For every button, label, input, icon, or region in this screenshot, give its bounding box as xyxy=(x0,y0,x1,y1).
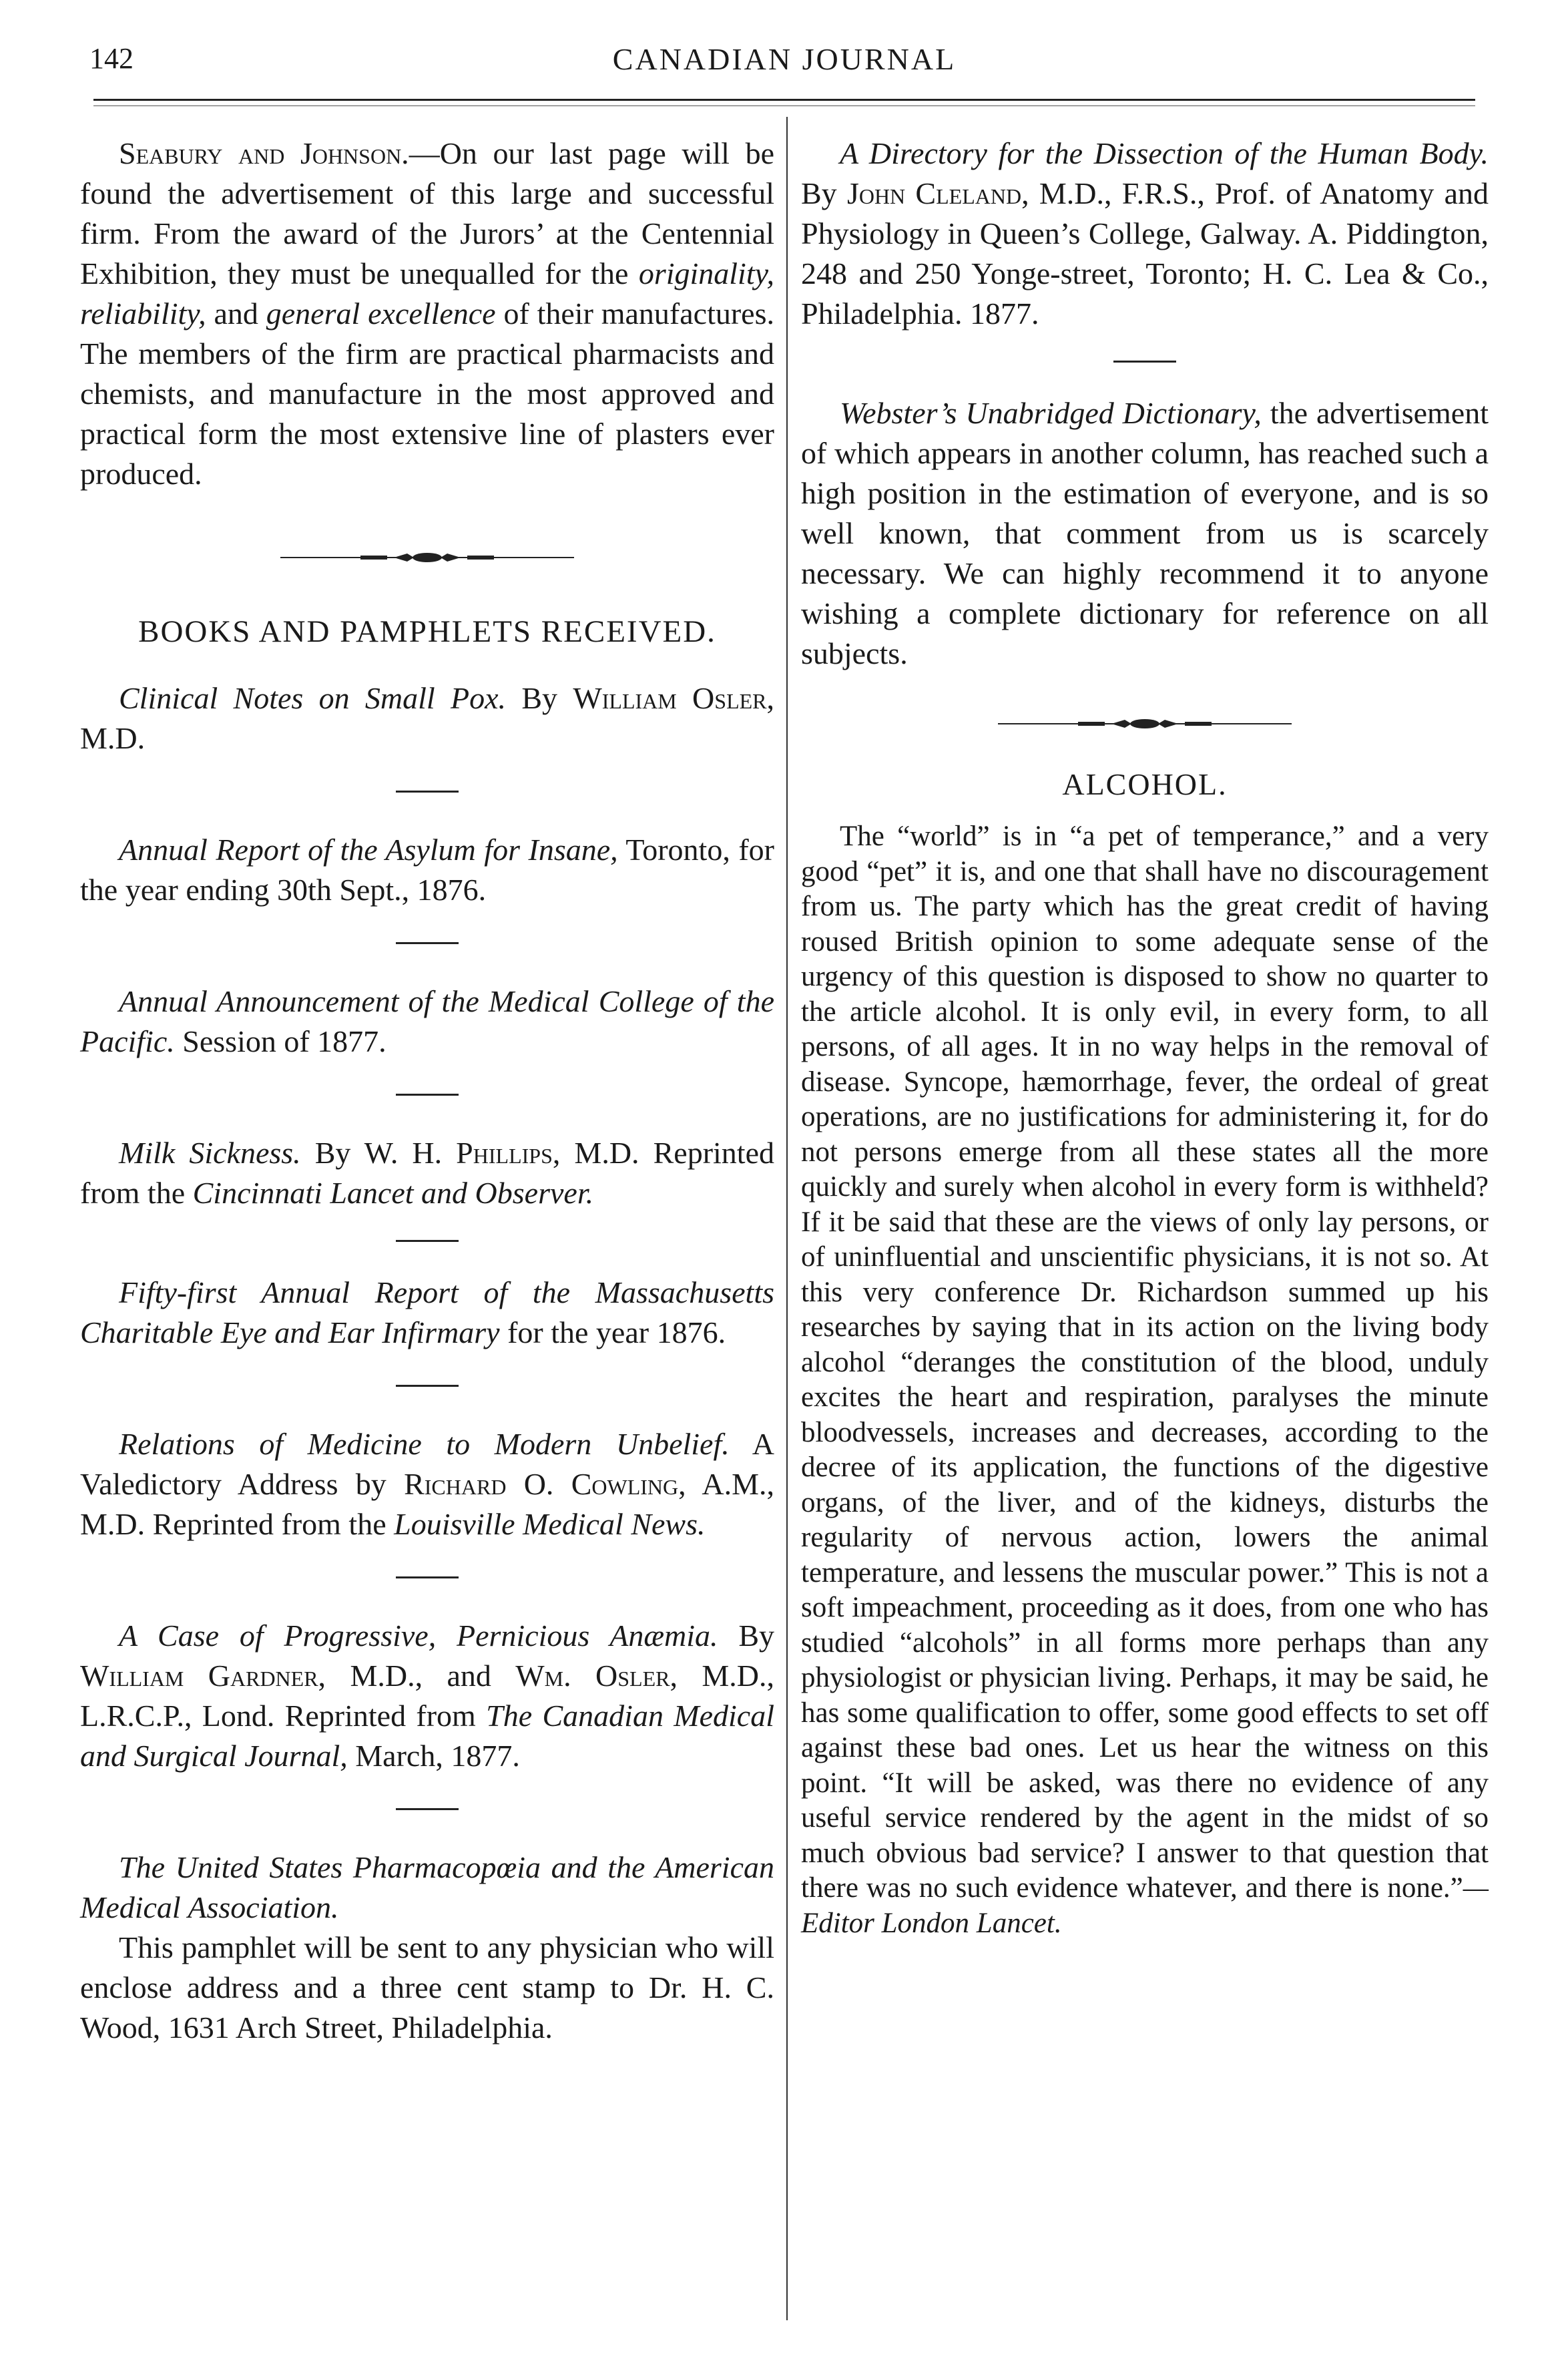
entry-title: Annual Report of the Asylum for Insane, xyxy=(119,833,618,867)
entry-title: The United States Pharmacopœia and the American Medical Association. xyxy=(80,1850,774,1924)
entry-massachusetts-report xyxy=(80,1273,774,1353)
entry-title: Milk Sickness. xyxy=(119,1136,301,1170)
entry-title: A Directory for the Dissection of the Human Body. xyxy=(840,136,1489,170)
short-rule xyxy=(396,1094,459,1096)
seabury-text-2: and xyxy=(206,296,266,331)
entry-medical-college xyxy=(80,982,774,1062)
entry-milk-sickness xyxy=(80,1133,774,1213)
seabury-em-2: general excellence xyxy=(266,296,496,331)
entry-author: William Gardner, xyxy=(80,1659,326,1693)
ornament-icon xyxy=(998,717,1292,730)
journal-title: CANADIAN JOURNAL xyxy=(612,42,957,76)
entry-rest: M.D., F.R.S., Prof. of Anatomy and Physiology in Queen’s College, Galway. A. Piddington, 248 and 250 Yonge-street, Toronto; H. C. Lea & Co., Philadelphia. 1877. xyxy=(801,176,1489,331)
seabury-text-3: of their manufactures. The members of the firm are practical pharmacists and chemists, and manufacture in the most approved and practical form the most extensive line of plasters ever produced. xyxy=(80,296,774,491)
seabury-text-1: —On our last page will be found the advertisement of this large and successful firm. From the award of the Jurors’ at the Centennial Exhibition, they must be unequalled for the xyxy=(80,136,774,290)
entry-by: By xyxy=(718,1619,774,1653)
ornament-divider-right xyxy=(801,700,1489,740)
ornament-divider-left xyxy=(80,534,774,574)
books-heading: BOOKS AND PAMPHLETS RECEIVED. xyxy=(138,614,716,649)
entry-title: Relations of Medicine to Modern Unbelief. xyxy=(119,1427,730,1461)
entry-author-2: Wm. Osler, xyxy=(515,1659,678,1693)
entry-rest: for the year 1876. xyxy=(499,1315,726,1349)
entry-by: By xyxy=(801,176,847,210)
entry-author: Richard O. Cowling, xyxy=(404,1467,686,1501)
entry-source: Louisville Medical News. xyxy=(394,1507,706,1541)
short-rule xyxy=(396,791,459,793)
short-rule xyxy=(396,1240,459,1242)
short-rule xyxy=(396,1576,459,1578)
entry-rest-2: M.D., L.R.C.P., Lond. Reprinted from xyxy=(80,1659,774,1733)
page-number: 142 xyxy=(89,42,134,75)
entry-author: William Osler, xyxy=(573,681,775,715)
entry-rest: A.M., M.D. Reprinted from the xyxy=(80,1467,774,1541)
entry-title: Clinical Notes on Small Pox. xyxy=(119,681,507,715)
entry-by: By xyxy=(506,681,573,715)
short-rule xyxy=(1113,361,1176,363)
entry-title: A Case of Progressive, Pernicious Anæmia. xyxy=(119,1619,718,1653)
entry-rest-3: March, 1877. xyxy=(347,1739,520,1773)
entry-webster xyxy=(801,393,1489,674)
entry-dissection-directory xyxy=(801,134,1489,334)
entry-pharmacopoeia-body: This pamphlet will be sent to any physician who will enclose address and a three cent stamp to Dr. H. C. Wood, 1631 Arch Street, Philadelphia. xyxy=(80,1930,774,2045)
entry-by: A Valedictory Address by xyxy=(80,1427,775,1501)
entry-author: Phillips, xyxy=(456,1136,561,1170)
entry-rest: M.D. xyxy=(80,721,146,755)
header-rule xyxy=(93,99,1475,101)
header-rule-thin xyxy=(93,105,1475,106)
left-column xyxy=(80,134,774,2048)
entry-small-pox xyxy=(80,678,774,759)
alcohol-body: The “world” is in “a pet of temperance,” and a very good “pet” it is, and one that shall have no discouragement from us. The party which has the great credit of having roused British opinion to some adequate sense of the urgency of this question is disposed to show no quarter to the article alcohol. It is only evil, in every form, to all persons, of all ages. It in no way helps in the removal of disease. Syncope, hæmorrhage, fever, the ordeal of great operations, are no justifications for administering it, for do not persons emerge from all these states all the more quickly and surely when alcohol in every form is withheld? If it be said that these are the views of only lay persons, or of uninfluential and unscientific physicians, it is not so. At this very conference Dr. Richardson summed up his researches by saying that in its action on the living body alcohol “deranges the constitution of the blood, unduly excites the heart and respiration, paralyses the minute bloodvessels, increases and decreases, according to the decree of its application, the functions of the digestive organs, of the liver, and of the kidneys, disturbs the regularity of nervous action, lowers the animal temperature, and lessens the muscular power.” This is not a soft impeachment, proceeding as it does, from one who has studied “alcohols” in all forms more perhaps than any physiologist or physician living. Perhaps, it may be said, he has some qualification to offer, some good effects to set off against these bad ones. Let us hear the witness on this point. “It will be asked, was there no evidence of any useful service rendered by the agent in the midst of so much obvious bad service? I answer to that question that there was no such evidence whatever, and there is none.” xyxy=(801,821,1489,1904)
entry-source: The Canadian Medical and Surgical Journal, xyxy=(80,1699,774,1773)
column-divider xyxy=(786,117,788,2320)
entry-by: By W. H. xyxy=(300,1136,457,1170)
short-rule xyxy=(396,942,459,944)
short-rule xyxy=(396,1385,459,1387)
entry-source: Cincinnati Lancet and Observer. xyxy=(192,1176,594,1210)
entry-title: Fifty-first Annual Report of the Massachusetts Charitable Eye and Ear Infirmary xyxy=(80,1275,774,1349)
right-column xyxy=(801,134,1489,1941)
entry-rest: M.D. Reprinted from the xyxy=(80,1136,774,1210)
entry-pharmacopoeia-title xyxy=(80,1848,774,1928)
entry-author: John Cleland, xyxy=(846,176,1029,210)
seabury-lead: Seabury and Johnson. xyxy=(119,136,409,170)
short-rule xyxy=(396,1808,459,1810)
entry-asylum-report xyxy=(80,830,774,910)
entry-rest: M.D., and xyxy=(326,1659,516,1693)
alcohol-source: —Editor London Lancet. xyxy=(801,1872,1489,1939)
ornament-icon xyxy=(280,551,574,564)
entry-title: Webster’s Unabridged Dictionary, xyxy=(840,396,1262,430)
entry-modern-unbelief xyxy=(80,1424,774,1544)
entry-rest: Toronto, for the year ending 30th Sept., 1876. xyxy=(80,833,774,907)
running-head xyxy=(80,41,1489,95)
seabury-notice xyxy=(80,134,774,494)
alcohol-article xyxy=(801,819,1489,1941)
entry-title: Annual Announcement of the Medical College of the Pacific. xyxy=(80,984,774,1058)
entry-rest: Session of 1877. xyxy=(174,1024,386,1058)
seabury-em-1: originality, reliability, xyxy=(80,256,774,331)
entry-rest: the advertisement of which appears in another column, has reached such a high position in the estimation of everyone, and is so well known, that comment from us is scarcely necessary. We can highly recommend it to anyone wishing a complete dictionary for reference on all subjects. xyxy=(801,396,1489,670)
entry-anaemia xyxy=(80,1616,774,1776)
alcohol-heading: ALCOHOL. xyxy=(1062,767,1228,801)
